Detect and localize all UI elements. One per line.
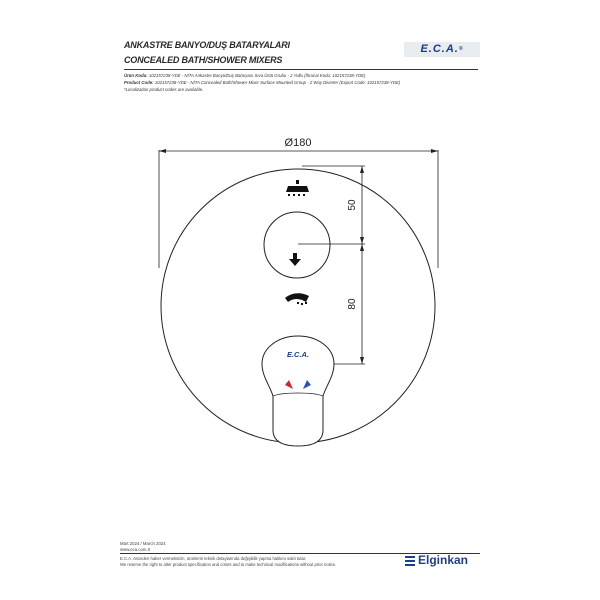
turkish-code-label: Ürün Kodu: [124,73,148,78]
eca-logo-text: E.C.A. [420,43,459,55]
footer-disclaimer-english: We reserve the right to alter product specification and colors and to make technical modifications without prior notice. [120,562,337,567]
localization-note: *Localization product codes are available. [124,87,204,92]
down-arrow-icon [289,253,301,266]
title-english: CONCEALED BATH/SHOWER MIXERS [124,55,283,65]
handle-logo: E.C.A. [286,350,310,359]
overhead-shower-icon [286,180,309,196]
footer-url[interactable]: www.eca.com.tr [120,547,151,552]
elginkan-mark-icon [405,555,415,566]
title-turkish: ANKASTRE BANYO/DUŞ BATARYALARI [124,40,290,50]
footer-disclaimer-turkish: E.C.A. önceden haber vermeksizin, ürünlerin teknik detaylarında değişiklik yapma hakkını saklı tutar. [120,556,307,561]
dimension-lower-label: 80 [347,298,358,310]
elginkan-logo [405,553,468,567]
registered-mark: ® [458,46,464,52]
turkish-code-value: 102157238-YDE - NİTA Ankastre Banyo/Duş Bataryası Sıva Üstü Grubu - 2 Yollu (İhracat Kodu: 102157238-YDE) [148,73,366,78]
english-code-value: 102157238-YDE - NİTA Concealed Bath/Shower Mixer Surface Mounted Group - 2 Way Diverter (Export Code: 102157238-YDE) [154,80,401,85]
diverter-knob [264,212,330,278]
hand-shower-icon [285,293,309,305]
dimension-upper-label: 50 [347,199,358,211]
english-code-label: Product Code: [124,80,154,85]
diameter-dimension [159,149,438,268]
vertical-dimension-chain [298,166,365,364]
diameter-label: Ø180 [284,137,312,149]
footer-date: Mart 2024 / March 2024 [120,541,166,546]
elginkan-brand-text: Elginkan [418,553,469,567]
